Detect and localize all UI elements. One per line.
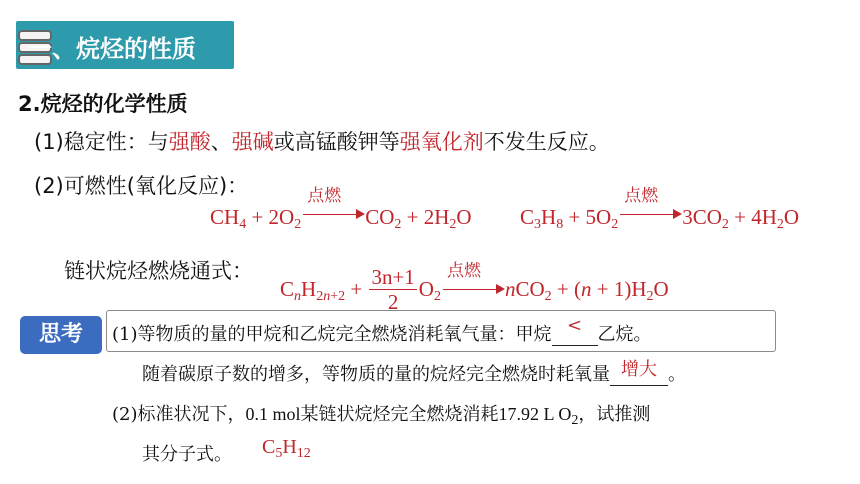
think-badge: 思考 xyxy=(20,316,102,354)
fraction-denominator: 2 xyxy=(387,290,399,314)
answer-formula: $C_5H_{12}$ xyxy=(262,436,311,461)
section-heading: 2.烷烃的化学性质 xyxy=(18,92,188,116)
eq2-reactants: $C_3H_8 + 5O_2$ xyxy=(520,205,619,232)
ignite-condition: 点燃 xyxy=(624,186,659,206)
stability-prefix: (1)稳定性：与 xyxy=(34,130,169,154)
answer-blank xyxy=(552,315,598,346)
eq2-products: $3CO_2 + 4H_2O$ xyxy=(682,205,800,232)
strong-oxidant: 强氧化剂 xyxy=(399,130,484,154)
fraction-numerator: 3n+1 xyxy=(371,265,415,289)
separator: 、 xyxy=(210,130,232,154)
ignite-condition: 点燃 xyxy=(307,186,342,206)
stability-mid: 或高锰酸钾等 xyxy=(273,130,400,154)
equation-methane xyxy=(210,186,472,232)
question-1-text: (1)等物质的量的甲烷和乙烷完全燃烧消耗氧气量：甲烷 xyxy=(112,324,552,345)
answer-increase: 增大 xyxy=(621,359,657,380)
eq1-reactants: $CH_4 + 2O_2$ xyxy=(210,205,302,232)
page-title: 一、烷烃的性质 xyxy=(28,35,196,63)
answer-less-than: < xyxy=(566,315,583,336)
question-2 xyxy=(112,400,650,426)
reaction-arrow xyxy=(618,186,682,226)
question-2-text: (2)标准状况下，0.1 mol某链状烷烃完全燃烧消耗17.92 L $O_2$，试推测 xyxy=(112,404,651,428)
question-1-followup xyxy=(142,360,686,386)
answer-blank xyxy=(610,359,668,386)
eq3-products: $nCO_2 + (n + 1)H_2O$ xyxy=(504,277,669,304)
general-formula-label: 链状烷烃燃烧通式： xyxy=(64,259,253,283)
question-1b-text: 随着碳原子数的增多，等物质的量的烷烃完全燃烧时耗氧量 xyxy=(142,364,610,385)
eq3-fraction xyxy=(369,265,416,314)
question-1b-end: 。 xyxy=(668,364,686,385)
stability-line xyxy=(34,126,610,156)
question-1-end: 乙烷。 xyxy=(597,324,652,345)
equation-general: $C_nH_{2n+2}$ + $\frac{3n+1}{2}$ $O_2$ 点燃 $nCO_2 + (n + 1)H_2O$ xyxy=(280,265,669,314)
question-1 xyxy=(112,315,652,346)
stability-suffix: 不发生反应。 xyxy=(483,130,610,154)
ignite-condition: 点燃 xyxy=(446,260,481,281)
flammability-line: (2)可燃性(氧化反应)： xyxy=(34,174,249,198)
equation-propane xyxy=(520,186,800,232)
strong-base: 强碱 xyxy=(231,130,274,154)
reaction-arrow xyxy=(301,186,365,226)
question-2-followup: 其分子式。 xyxy=(142,444,232,465)
eq3-alkane: $C_nH_{2n+2}$ xyxy=(280,277,346,304)
reaction-arrow xyxy=(441,260,505,301)
eq1-products: $CO_2 + 2H_2O$ xyxy=(365,205,472,232)
strong-acid: 强酸 xyxy=(168,130,211,154)
